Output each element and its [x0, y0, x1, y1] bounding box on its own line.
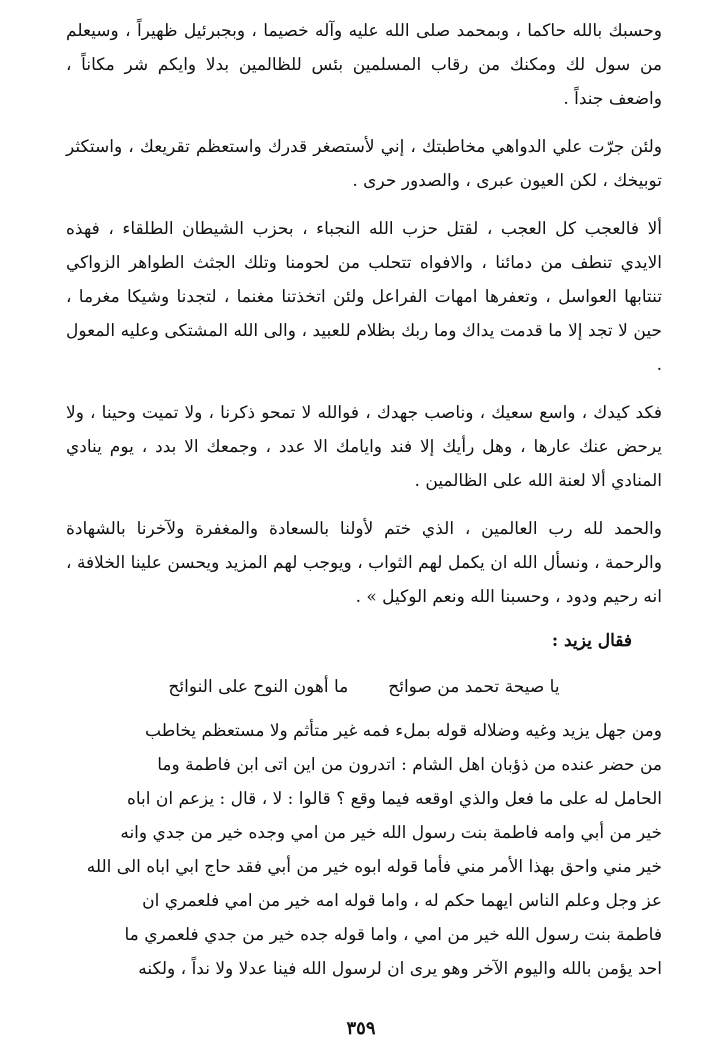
speaker-label: فقال يزيد : [551, 631, 632, 651]
text-line: خير مني واحق بهذا الأمر مني فأما قوله ابوه خير من أبي فقد حاج ابي اباه الى الله [86, 857, 662, 877]
verse-first-hemistich: يا صيحة تحمد من صوائح [388, 677, 560, 697]
paragraph-1: وحسبك بالله حاكما ، وبمحمد صلى الله عليه وآله خصيما ، وبجبرئيل ظهيراً ، وسيعلم من سول لك ومكنك من رقاب المسلمين بئس للظالمين بدلا وايكم شر مكاناً ، واضعف جنداً . [66, 21, 662, 109]
text-line: عز وجل وعلم الناس ايهما حكم له ، واما قوله امه خير من امي فلعمري ان [142, 891, 662, 911]
text-line: من حضر عنده من ذؤبان اهل الشام : اتدرون من اين اتى ابن فاطمة وما [157, 755, 662, 775]
text-line: ومن جهل يزيد وغيه وضلاله قوله بملء فمه غير متأثم ولا مستعظم يخاطب [145, 721, 662, 741]
text-line: الحامل له على ما فعل والذي اوقعه فيما وقع ؟ قالوا : لا ، قال : يزعم ان اباه [126, 789, 662, 809]
paragraph-4: فكد كيدك ، واسع سعيك ، وناصب جهدك ، فوالله لا تمحو ذكرنا ، ولا تميت وحينا ، ولا يرحض عنك عارها ، وهل رأيك إلا فند وايامك الا عدد ، وجمعك الا بدد ، يوم ينادي المنادي ألا لعنة الله على الظالمين . [66, 403, 662, 491]
text-line: فاطمة بنت رسول الله خير من امي ، واما قوله جده خير من جدي فلعمري ما [124, 925, 662, 945]
text-line: احد يؤمن بالله واليوم الآخر وهو يرى ان لرسول الله فينا عدلا ولا نداً ، ولكنه [138, 959, 662, 979]
poetry-verse [66, 670, 662, 704]
page-number: ٣٥٩ [346, 1018, 376, 1039]
verse-second-hemistich: ما أهون النوح على النوائح [168, 677, 349, 697]
paragraph-3: ألا فالعجب كل العجب ، لقتل حزب الله النجباء ، بحزب الشيطان الطلقاء ، فهذه الايدي تنطف من دمائنا ، والافواه تتحلب من لحومنا وتلك الجثث الطواهر الزواكي تنتابها العواسل ، وتعفرها امهات الفراعل ولئن اتخذتنا مغنما ، لتجدنا وشيكا مغرما ، حين لا تجد إلا ما قدمت يداك وما ربك بظلام للعبيد ، والى الله المشتكى وعليه المعول . [66, 219, 662, 375]
text-line: خير من أبي وامه فاطمة بنت رسول الله خير من امي وجده خير من جدي وانه [120, 823, 662, 843]
paragraph-5: والحمد لله رب العالمين ، الذي ختم لأولنا بالسعادة والمغفرة ولآخرنا بالشهادة والرحمة ، ونسأل الله ان يكمل لهم الثواب ، ويوجب لهم المزيد ويحسن علينا الخلافة ، انه رحيم ودود ، وحسبنا الله ونعم الوكيل » . [66, 519, 662, 607]
paragraph-2: ولئن جرّت علي الدواهي مخاطبتك ، إني لأستصغر قدرك واستعظم تقريعك ، واستكثر توبيخك ، لكن العيون عبرى ، والصدور حرى . [66, 137, 662, 191]
paragraph-final [66, 714, 662, 986]
